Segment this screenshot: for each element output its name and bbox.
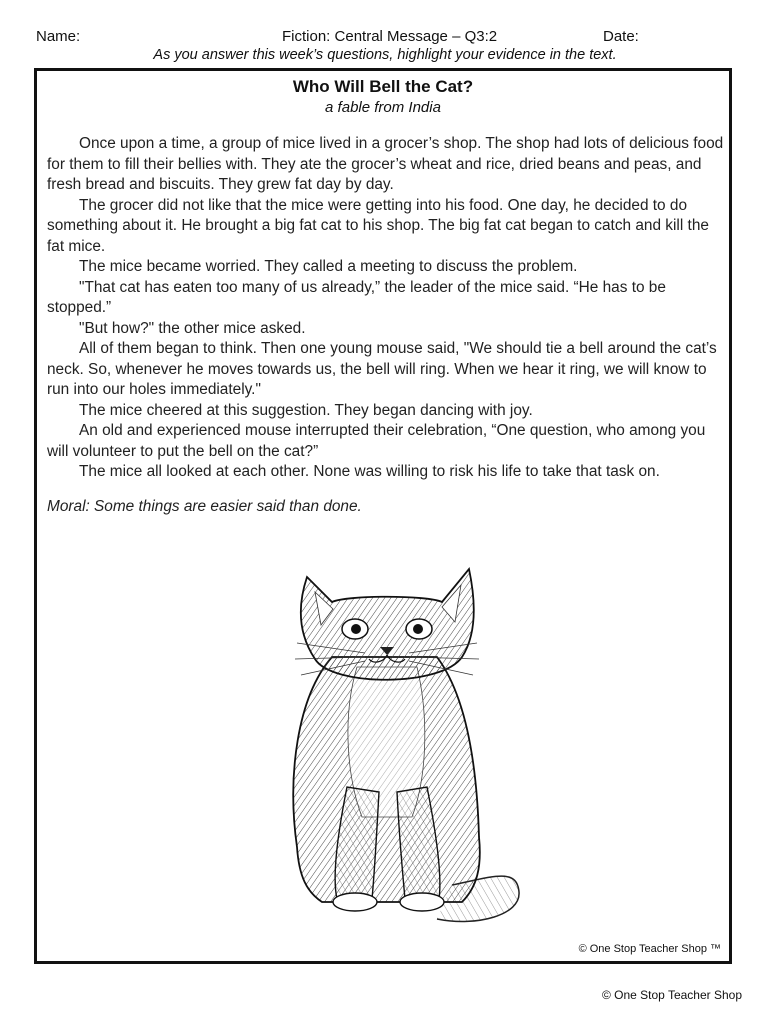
story-moral: Moral: Some things are easier said than done. xyxy=(47,497,362,515)
unit-label: Fiction: Central Message – Q3:2 xyxy=(282,28,498,45)
story-paragraph: "But how?" the other mice asked. xyxy=(79,319,306,337)
instructions: As you answer this week’s questions, highlight your evidence in the text. xyxy=(153,47,617,63)
story-paragraph: An old and experienced mouse interrupted their celebration, “One question, who among you will volunteer to put the bell on the cat?” xyxy=(47,422,706,460)
inner-copyright: © One Stop Teacher Shop ™ xyxy=(578,943,721,955)
story-body xyxy=(47,134,725,517)
story-paragraph: The grocer did not like that the mice were getting into his food. One day, he decided to do something about it. He brought a big fat cat to his shop. The big fat cat began to catch and kill the fat mice. xyxy=(47,196,709,255)
name-label: Name: xyxy=(36,28,81,45)
story-frame xyxy=(34,68,732,964)
story-paragraph: Once upon a time, a group of mice lived in a grocer’s shop. The shop had lots of delicious food for them to fill their bellies with. They ate the grocer’s wheat and rice, dried beans and peas, and fresh bread and biscuits. They grew fat day by day. xyxy=(47,135,724,193)
story-paragraph: The mice all looked at each other. None was willing to risk his life to take that task on. xyxy=(79,463,660,480)
story-paragraph: The mice cheered at this suggestion. They began dancing with joy. xyxy=(79,401,533,419)
date-label: Date: xyxy=(603,28,639,45)
cat-illustration xyxy=(237,547,537,939)
story-paragraph: All of them began to think. Then one young mouse said, "We should tie a bell around the cat’s neck. So, whenever he moves towards us, the bell will ring. When we hear it ring, we will know to run into our holes immediately." xyxy=(47,340,717,398)
outer-copyright: © One Stop Teacher Shop xyxy=(601,988,742,1002)
story-subtitle: a fable from India xyxy=(325,99,441,116)
story-title: Who Will Bell the Cat? xyxy=(292,77,474,96)
story-paragraph: "That cat has eaten too many of us already,” the leader of the mice said. “He has to be stopped.” xyxy=(47,278,666,316)
story-paragraph: The mice became worried. They called a meeting to discuss the problem. xyxy=(79,258,578,275)
